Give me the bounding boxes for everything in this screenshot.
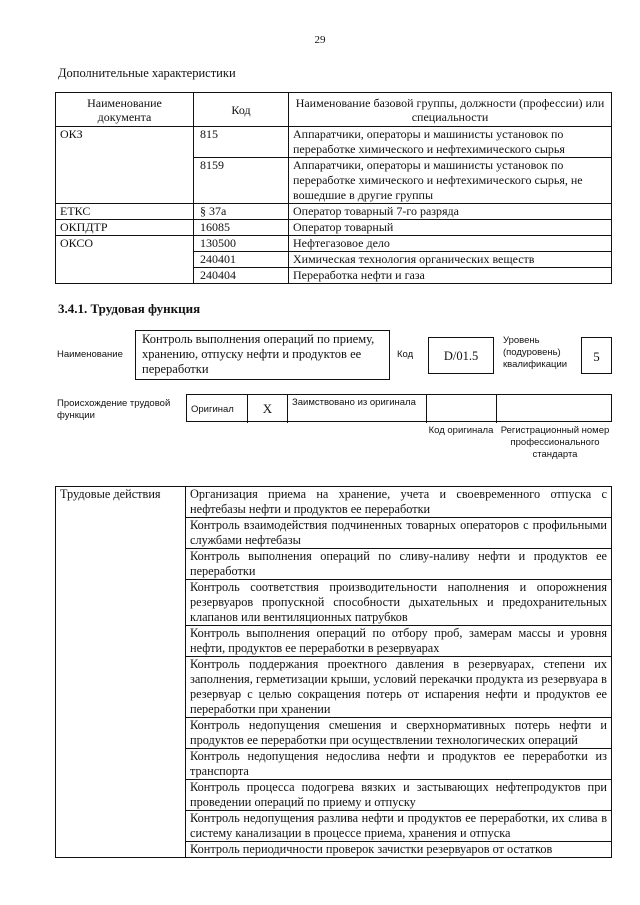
action-item: Контроль недопущения недослива нефти и продуктов ее переработки из транспорта — [186, 749, 612, 780]
action-item: Контроль периодичности проверок зачистки резервуаров от остатков — [186, 842, 612, 858]
code-cell: 16085 — [194, 220, 289, 236]
header-name: Наименование базовой группы, должности (профессии) или специальности — [289, 93, 612, 127]
action-item: Организация приема на хранение, учета и своевременного отпуска с нефтебазы нефти и продуктов ее переработки — [186, 487, 612, 518]
code-label: Код — [397, 349, 414, 360]
level-box: 5 — [581, 337, 612, 374]
characteristics-table — [55, 92, 612, 284]
code-cell: § 37а — [194, 204, 289, 220]
code-cell: 130500 — [194, 236, 289, 252]
table-row — [56, 127, 612, 158]
header-document: Наименование документа — [56, 93, 194, 127]
actions-table — [55, 486, 612, 858]
borrowed-label: Заимствовано из оригинала — [292, 397, 416, 408]
original-cell — [187, 395, 248, 423]
table-row — [56, 236, 612, 252]
table-header-row — [56, 93, 612, 127]
function-title: 3.4.1. Трудовая функция — [58, 301, 201, 316]
code-cell: 8159 — [194, 158, 289, 204]
occupation-name-cell: Оператор товарный 7-го разряда — [289, 204, 612, 220]
action-item: Контроль недопущения разлива нефти и продуктов ее переработки, их слива в систему канализации в процессе приема, хранения и отпуска — [186, 811, 612, 842]
borrowed-cell — [288, 395, 427, 423]
action-row — [56, 487, 612, 518]
occupation-name-cell: Химическая технология органических веществ — [289, 252, 612, 268]
document-cell: ОКСО — [56, 236, 194, 284]
characteristics-title: Дополнительные характеристики — [58, 66, 236, 80]
action-item: Контроль выполнения операций по сливу-наливу нефти и продуктов ее переработки — [186, 549, 612, 580]
action-item: Контроль соответствия производительности наполнения и опорожнения резервуаров пропускной способности дыхательных и предохранительных клапанов или вентиляционных патрубков — [186, 580, 612, 626]
level-label: Уровень (подуровень) квалификации — [503, 335, 568, 370]
name-label: Наименование — [57, 349, 123, 360]
original-label: Оригинал — [191, 404, 234, 415]
occupation-name-cell: Оператор товарный — [289, 220, 612, 236]
actions-label: Трудовые действия — [56, 487, 186, 858]
occupation-name-cell: Переработка нефти и газа — [289, 268, 612, 284]
action-item: Контроль выполнения операций по отбору проб, замерам массы и уровня нефти, продуктов ее переработки в резервуарах — [186, 626, 612, 657]
code-original-cell — [427, 395, 497, 423]
document-cell: ОКЗ — [56, 127, 194, 204]
action-item: Контроль недопущения смешения и сверхнормативных потерь нефти и продуктов ее переработки при осуществлении технологических операций — [186, 718, 612, 749]
code-original-caption: Код оригинала — [428, 425, 494, 436]
action-item: Контроль поддержания проектного давления в резервуарах, степени их заполнения, герметизации крыши, условий перекачки продукта из резервуара в резервуар с целью сокращения потерь от испарения нефти и продуктов ее переработки при хранении — [186, 657, 612, 718]
code-cell: 240401 — [194, 252, 289, 268]
occupation-name-cell: Нефтегазовое дело — [289, 236, 612, 252]
function-name-box: Контроль выполнения операций по приему, хранению, отпуску нефти и продуктов ее переработки — [135, 330, 390, 380]
action-item: Контроль процесса подогрева вязких и застывающих нефтепродуктов при проведении операций по приему и отпуску — [186, 780, 612, 811]
table-row — [56, 220, 612, 236]
original-mark: X — [262, 401, 273, 416]
occupation-name-cell: Аппаратчики, операторы и машинисты установок по переработке химического и нефтехимического сырья — [289, 127, 612, 158]
document-cell: ЕТКС — [56, 204, 194, 220]
table-row — [56, 204, 612, 220]
function-code-box: D/01.5 — [428, 337, 494, 374]
code-cell: 815 — [194, 127, 289, 158]
origin-row — [186, 394, 612, 422]
code-cell: 240404 — [194, 268, 289, 284]
reg-number-caption: Регистрационный номер профессионального стандарта — [500, 425, 610, 460]
reg-number-cell — [497, 395, 611, 423]
page-number: 29 — [314, 34, 326, 46]
document-cell: ОКПДТР — [56, 220, 194, 236]
origin-label: Происхождение трудовой функции — [57, 398, 171, 421]
header-code: Код — [194, 93, 289, 127]
action-item: Контроль взаимодействия подчиненных товарных операторов с профильными службами нефтебазы — [186, 518, 612, 549]
occupation-name-cell: Аппаратчики, операторы и машинисты установок по переработке химического и нефтехимического сырья, не вошедшие в другие группы — [289, 158, 612, 204]
original-mark-cell — [248, 395, 288, 423]
